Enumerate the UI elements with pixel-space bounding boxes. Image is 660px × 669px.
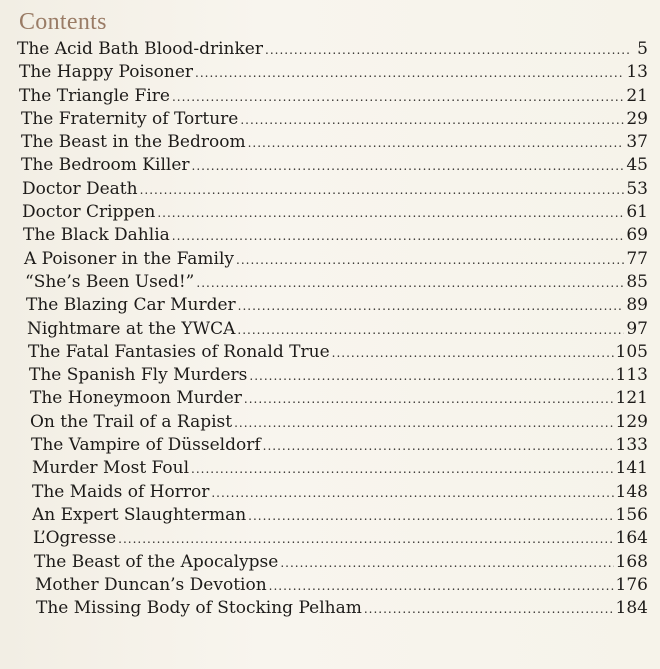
toc-entry-title: The Fatal Fantasies of Ronald True bbox=[28, 341, 330, 362]
dot-leader bbox=[269, 575, 614, 597]
toc-entry-page: 61 bbox=[626, 202, 648, 223]
toc-entry-title: The Happy Poisoner bbox=[19, 62, 194, 83]
toc-entry bbox=[17, 61, 648, 84]
dot-leader bbox=[195, 62, 624, 84]
dot-leader bbox=[237, 319, 624, 341]
toc-entry bbox=[17, 341, 648, 364]
dot-leader bbox=[191, 458, 614, 480]
toc-entry-page: 148 bbox=[615, 481, 648, 502]
dot-leader bbox=[172, 86, 624, 108]
toc-entry-title: The Acid Bath Blood-drinker bbox=[17, 39, 263, 59]
dot-leader bbox=[240, 109, 624, 131]
toc-entry-page: 5 bbox=[637, 39, 648, 59]
toc-entry-title: The Black Dahlia bbox=[23, 225, 170, 246]
dot-leader bbox=[118, 528, 613, 550]
toc-entry-title: A Poisoner in the Family bbox=[24, 248, 235, 269]
toc-entry-page: 105 bbox=[615, 341, 648, 362]
toc-entry bbox=[17, 434, 648, 457]
toc-entry-title: The Vampire of Düsseldorf bbox=[31, 435, 261, 456]
toc-entry bbox=[17, 597, 648, 620]
toc-entry bbox=[17, 294, 648, 317]
toc-entry-title: The Spanish Fly Murders bbox=[29, 365, 248, 386]
toc-entry-page: 121 bbox=[615, 388, 648, 409]
table-of-contents bbox=[17, 38, 648, 620]
toc-entry-page: 113 bbox=[615, 365, 648, 386]
toc-entry-page: 129 bbox=[615, 411, 648, 432]
toc-entry-page: 37 bbox=[626, 132, 648, 153]
dot-leader bbox=[280, 552, 613, 574]
dot-leader bbox=[196, 272, 624, 294]
toc-entry-title: The Bedroom Killer bbox=[21, 155, 190, 176]
toc-entry-title: The Honeymoon Murder bbox=[30, 388, 242, 409]
toc-entry bbox=[17, 387, 648, 410]
dot-leader bbox=[364, 598, 614, 620]
toc-entry-page: 53 bbox=[626, 178, 648, 199]
toc-entry bbox=[17, 527, 648, 550]
toc-entry-page: 141 bbox=[615, 458, 648, 479]
toc-entry-title: Doctor Crippen bbox=[22, 202, 156, 223]
toc-entry-page: 156 bbox=[615, 504, 648, 525]
toc-entry-title: The Maids of Horror bbox=[32, 481, 210, 502]
toc-entry bbox=[17, 457, 648, 480]
toc-entry bbox=[17, 504, 648, 527]
dot-leader bbox=[238, 295, 625, 317]
toc-entry-title: The Beast of the Apocalypse bbox=[34, 551, 279, 572]
toc-entry-page: 133 bbox=[615, 435, 648, 456]
toc-entry-page: 85 bbox=[626, 271, 648, 292]
toc-entry bbox=[17, 318, 648, 341]
toc-entry bbox=[17, 224, 648, 247]
toc-entry bbox=[17, 411, 648, 434]
toc-entry-page: 29 bbox=[626, 108, 648, 129]
toc-entry-title: “She’s Been Used!” bbox=[25, 271, 195, 292]
toc-entry-title: The Fraternity of Torture bbox=[21, 108, 239, 129]
toc-entry-page: 176 bbox=[615, 574, 648, 595]
dot-leader bbox=[265, 39, 632, 61]
toc-entry-title: On the Trail of a Rapist bbox=[30, 411, 233, 432]
toc-entry-title: An Expert Slaughterman bbox=[32, 504, 247, 525]
toc-entry-page: 184 bbox=[615, 598, 648, 619]
toc-entry-page: 13 bbox=[626, 62, 648, 83]
toc-entry-title: The Blazing Car Murder bbox=[26, 295, 236, 316]
toc-entry-page: 97 bbox=[626, 318, 648, 339]
toc-entry-page: 21 bbox=[626, 85, 648, 106]
toc-entry-title: The Missing Body of Stocking Pelham bbox=[36, 598, 362, 619]
dot-leader bbox=[236, 249, 624, 271]
dot-leader bbox=[248, 132, 625, 154]
dot-leader bbox=[157, 202, 624, 224]
toc-entry-title: The Triangle Fire bbox=[19, 85, 170, 106]
toc-entry bbox=[17, 271, 648, 294]
dot-leader bbox=[211, 482, 613, 504]
dot-leader bbox=[244, 388, 614, 410]
toc-entry-page: 45 bbox=[626, 155, 648, 176]
dot-leader bbox=[192, 155, 625, 177]
dot-leader bbox=[172, 225, 625, 247]
toc-entry-title: L’Ogresse bbox=[33, 528, 117, 549]
toc-entry bbox=[17, 85, 648, 108]
toc-entry-title: Doctor Death bbox=[22, 178, 138, 199]
toc-entry-title: The Beast in the Bedroom bbox=[21, 132, 246, 153]
toc-entry bbox=[17, 551, 648, 574]
toc-entry-title: Nightmare at the YWCA bbox=[27, 318, 236, 339]
page-title: Contents bbox=[19, 9, 107, 35]
toc-entry bbox=[17, 178, 648, 201]
toc-entry bbox=[17, 201, 648, 224]
toc-entry-title: Mother Duncan’s Devotion bbox=[35, 574, 267, 595]
toc-entry-page: 69 bbox=[626, 225, 648, 246]
dot-leader bbox=[332, 342, 614, 364]
dot-leader bbox=[263, 435, 614, 457]
toc-entry bbox=[17, 248, 648, 271]
toc-entry bbox=[17, 131, 648, 154]
toc-entry bbox=[17, 38, 648, 61]
toc-entry bbox=[17, 154, 648, 177]
dot-leader bbox=[249, 365, 613, 387]
toc-entry-page: 164 bbox=[615, 528, 648, 549]
toc-entry-title: Murder Most Foul bbox=[32, 458, 190, 479]
dot-leader bbox=[140, 179, 625, 201]
toc-entry-page: 89 bbox=[626, 295, 648, 316]
dot-leader bbox=[234, 412, 613, 434]
toc-entry-page: 77 bbox=[626, 248, 648, 269]
toc-entry bbox=[17, 481, 648, 504]
toc-entry bbox=[17, 108, 648, 131]
toc-entry bbox=[17, 364, 648, 387]
toc-entry bbox=[17, 574, 648, 597]
toc-entry-page: 168 bbox=[615, 551, 648, 572]
dot-leader bbox=[248, 505, 613, 527]
